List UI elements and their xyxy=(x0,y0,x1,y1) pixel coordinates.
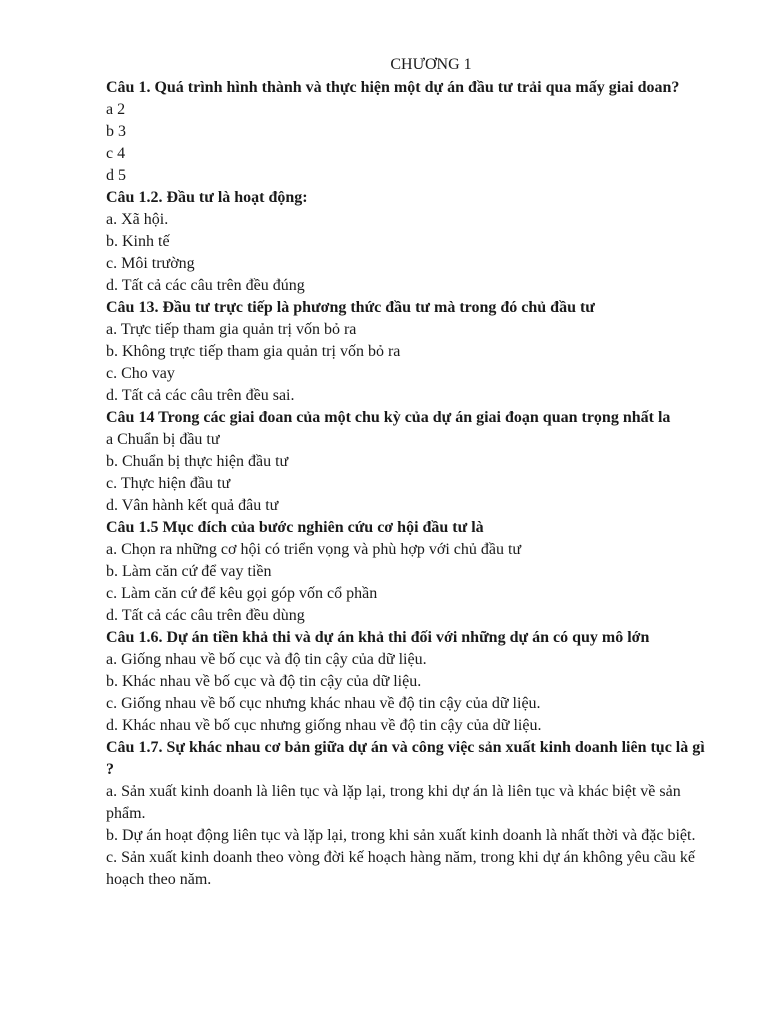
answer-option: d 5 xyxy=(106,167,126,184)
answer-option: c. Sản xuất kinh doanh theo vòng đời kế hoạch hàng năm, trong khi dự án không yêu cầu kế hoạch theo năm. xyxy=(106,849,695,888)
question-text: Câu 1.6. Dự án tiền khả thi và dự án khả thi đối với những dự án có quy mô lớn xyxy=(106,629,650,646)
answer-option: b. Chuẩn bị thực hiện đầu tư xyxy=(106,453,289,470)
question-text: Câu 13. Đầu tư trực tiếp là phương thức đầu tư mà trong đó chủ đầu tư xyxy=(106,299,595,316)
question-text: Câu 14 Trong các giai đoan của một chu kỳ của dự án giai đoạn quan trọng nhất la xyxy=(106,409,671,426)
question-text: Câu 1. Quá trình hình thành và thực hiện một dự án đầu tư trải qua mấy giai doan? xyxy=(106,79,680,96)
answer-option: d. Tất cả các câu trên đều đúng xyxy=(106,277,305,294)
question-block-3 xyxy=(106,297,716,407)
answer-option: d. Vân hành kết quả đâu tư xyxy=(106,497,279,514)
answer-option: c. Cho vay xyxy=(106,365,175,382)
question-block-2 xyxy=(106,187,716,297)
answer-option: c 4 xyxy=(106,145,126,162)
question-block-4 xyxy=(106,407,716,517)
question-text: Câu 1.5 Mục đích của bước nghiên cứu cơ hội đầu tư là xyxy=(106,519,484,536)
answer-option: b. Kinh tế xyxy=(106,233,170,250)
answer-option: c. Thực hiện đầu tư xyxy=(106,475,231,492)
question-block-5 xyxy=(106,517,716,627)
answer-option: a 2 xyxy=(106,101,126,118)
chapter-title: CHƯƠNG 1 xyxy=(390,56,472,73)
answer-option: b 3 xyxy=(106,123,126,140)
answer-option: a. Xã hội. xyxy=(106,211,169,228)
answer-option: d. Tất cả các câu trên đều sai. xyxy=(106,387,295,404)
answer-option: d. Khác nhau về bố cục nhưng giống nhau về độ tin cậy của dữ liệu. xyxy=(106,717,542,734)
answer-option: a Chuẩn bị đầu tư xyxy=(106,431,220,448)
answer-option: c. Giống nhau về bố cục nhưng khác nhau về độ tin cậy của dữ liệu. xyxy=(106,695,541,712)
question-block-6 xyxy=(106,627,716,737)
question-block-7 xyxy=(106,737,716,891)
document-page xyxy=(106,54,716,891)
question-text: Câu 1.7. Sự khác nhau cơ bản giữa dự án và công việc sản xuất kinh doanh liên tục là gì ? xyxy=(106,739,705,778)
question-block-1 xyxy=(106,77,716,187)
answer-option: b. Làm căn cứ để vay tiền xyxy=(106,563,272,580)
question-text: Câu 1.2. Đầu tư là hoạt động: xyxy=(106,189,308,206)
answer-option: a. Trực tiếp tham gia quản trị vốn bỏ ra xyxy=(106,321,357,338)
answer-option: a. Sản xuất kinh doanh là liên tục và lặp lại, trong khi dự án là liên tục và khác biệt về sản phẩm. xyxy=(106,783,681,822)
answer-option: a. Chọn ra những cơ hội có triển vọng và phù hợp với chủ đầu tư xyxy=(106,541,522,558)
answer-option: b. Khác nhau về bố cục và độ tin cậy của dữ liệu. xyxy=(106,673,422,690)
answer-option: d. Tất cả các câu trên đều dùng xyxy=(106,607,305,624)
answer-option: b. Dự án hoạt động liên tục và lặp lại, trong khi sản xuất kinh doanh là nhất thời và đặc biệt. xyxy=(106,827,696,844)
answer-option: a. Giống nhau về bố cục và độ tin cậy của dữ liệu. xyxy=(106,651,427,668)
answer-option: b. Không trực tiếp tham gia quản trị vốn bỏ ra xyxy=(106,343,401,360)
answer-option: c. Môi trường xyxy=(106,255,195,272)
answer-option: c. Làm căn cứ để kêu gọi góp vốn cổ phần xyxy=(106,585,378,602)
